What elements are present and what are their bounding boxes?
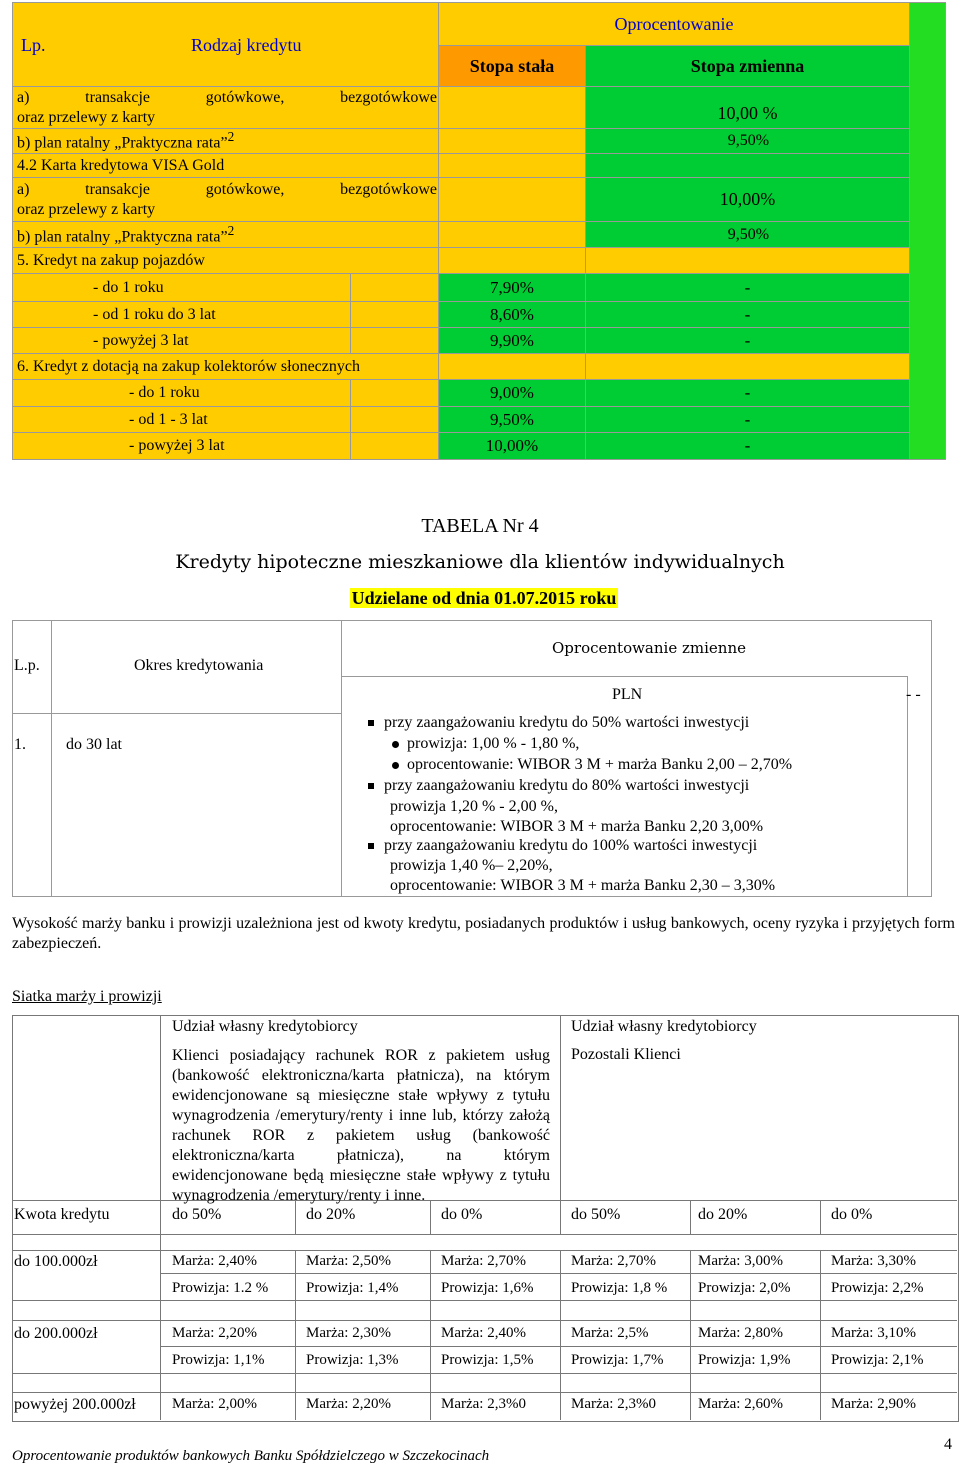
prowizja-cell: Prowizja: 1,9% [698,1352,791,1368]
row-5-2: - od 1 roku do 3 lat 8,60% - [13,302,946,328]
col2-description: Pozostali Klienci [571,1046,681,1063]
row-4-2b: b) plan ratalny „Praktyczna rata”$^2$ [13,222,439,248]
row-5: 5. Kredyt na zakup pojazdów [13,248,439,274]
prowizja-cell: Prowizja: 2,0% [698,1280,791,1296]
table-4-date: Udzielane od dnia 01.07.2015 roku [351,588,617,608]
margin-note: Wysokość marży banku i prowizji uzależniona jest od kwoty kredytu, posiadanych produktów i usług bankowych, oceny ryzyka i przyjętych form zabezpieczeń. [12,915,955,952]
hdr-stala: Stopa stała [439,46,586,87]
udzial-2: do 0% [441,1206,483,1223]
hdr-lp: Lp. [21,35,46,55]
col1-header: Udział własny kredytobiorcy [172,1018,358,1035]
mortgage-hdr-okres: Okres kredytowania [134,657,264,674]
row-4-1b: b) plan ratalny „Praktyczna rata”$^2$ [13,129,439,154]
marza-cell: Marża: 2,40% [441,1325,526,1341]
mortgage-bullet-100: przy zaangażowaniu kredytu do 100% wartości inwestycji [368,837,757,855]
table-4-title: TABELA Nr 4 [421,515,539,537]
row-6-1: - do 1 roku 9,00% - [13,380,946,407]
round-bullet-icon [392,762,399,769]
marza-cell: Marża: 2,50% [306,1253,391,1269]
row-4-2b-value: 9,50% [586,222,910,248]
square-bullet-icon [368,720,374,726]
mortgage-dashes: - - [906,686,921,703]
prowizja-cell: Prowizja: 1,4% [306,1280,399,1296]
mortgage-bullet-80: przy zaangażowaniu kredytu do 80% wartości inwestycji [368,777,749,795]
mortgage-80-oproc: oprocentowanie: WIBOR 3 M + marża Banku 2,20 3,00% [390,818,764,835]
mortgage-50-oproc: oprocentowanie: WIBOR 3 M + marża Banku 2,00 – 2,70% [392,756,792,774]
square-bullet-icon [368,843,374,849]
marza-cell: Marża: 2,70% [441,1253,526,1269]
mortgage-80-prowizja: prowizja 1,20 % - 2,00 %, [390,798,558,815]
row-4-2a-value: 10,00% [586,178,910,222]
table-4-subtitle: Kredyty hipoteczne mieszkaniowe dla klientów indywidualnych [175,551,785,573]
round-bullet-icon [392,741,399,748]
marza-cell: Marża: 2,20% [306,1396,391,1412]
prowizja-cell: Prowizja: 1,1% [172,1352,265,1368]
prowizja-cell: Prowizja: 1,7% [571,1352,664,1368]
prowizja-cell: Prowizja: 1,5% [441,1352,534,1368]
row-4-1a: a) transakcje gotówkowe, bezgotówkowe oraz przelewy z karty [13,87,439,129]
mortgage-row-okres: do 30 lat [66,736,122,753]
marza-cell: Marża: 3,10% [831,1325,916,1341]
marza-cell: Marża: 2,20% [172,1325,257,1341]
udzial-4: do 20% [698,1206,748,1223]
square-bullet-icon [368,783,374,789]
udzial-1: do 20% [306,1206,356,1223]
prowizja-cell: Prowizja: 1,8 % [571,1280,668,1296]
siatka-title: Siatka marży i prowizji [12,988,162,1005]
mortgage-hdr-oproc: Oprocentowanie zmienne [552,639,746,657]
prowizja-cell: Prowizja: 1,6% [441,1280,534,1296]
marza-cell: Marża: 3,00% [698,1253,783,1269]
marza-cell: Marża: 2,3%0 [571,1396,656,1412]
hdr-oprocentowanie: Oprocentowanie [439,3,910,46]
row-6-3: - powyżej 3 lat 10,00% - [13,433,946,460]
prowizja-cell: Prowizja: 1.2 % [172,1280,269,1296]
udzial-3: do 50% [571,1206,621,1223]
marza-cell: Marża: 2,40% [172,1253,257,1269]
kwota-label: Kwota kredytu [14,1206,110,1223]
row-label-200k: do 200.000zł [14,1325,98,1342]
udzial-0: do 50% [172,1206,222,1223]
udzial-5: do 0% [831,1206,873,1223]
marza-cell: Marża: 3,30% [831,1253,916,1269]
row-4-2: 4.2 Karta kredytowa VISA Gold [13,154,439,178]
rates-header-type [13,3,439,87]
marza-cell: Marża: 2,5% [571,1325,649,1341]
mortgage-50-prowizja: prowizja: 1,00 % - 1,80 %, [392,735,579,753]
mortgage-pln: PLN [612,686,643,703]
mortgage-hdr-lp: L.p. [14,657,40,674]
row-5-1: - do 1 roku 7,90% - [13,274,946,302]
rates-table [12,2,946,460]
marza-cell: Marża: 2,80% [698,1325,783,1341]
mortgage-bullet-50: przy zaangażowaniu kredytu do 50% wartości inwestycji [368,714,749,732]
footer-text: Oprocentowanie produktów bankowych Banku Spółdzielczego w Szczekocinach [12,1448,490,1464]
marza-cell: Marża: 2,90% [831,1396,916,1412]
prowizja-cell: Prowizja: 2,2% [831,1280,924,1296]
marza-cell: Marża: 2,3%0 [441,1396,526,1412]
marza-cell: Marża: 2,60% [698,1396,783,1412]
row-4-1b-value: 9,50% [586,129,910,154]
row-label-100k: do 100.000zł [14,1253,98,1270]
page-number: 4 [944,1436,952,1453]
marza-cell: Marża: 2,30% [306,1325,391,1341]
marza-cell: Marża: 2,70% [571,1253,656,1269]
hdr-zmienna: Stopa zmienna [586,46,910,87]
col1-description: Klienci posiadający rachunek ROR z pakietem usług (bankowość elektroniczna/karta płatnicza), na którym ewidencjonowane są miesięczne stałe wpływy z tytułu wynagrodzenia /emerytury/renty i inne lub, którzy założą rachunek ROR z pakietem usług (bankowość elektroniczna/karta płatnicza), na którym ewidencjonowane będą miesięczne stałe wpływy z tytułu wynagrodzenia /emerytury/renty i inne. [172,1047,550,1204]
row-6: 6. Kredyt z dotacją na zakup kolektorów słonecznych [13,354,439,380]
mortgage-100-prowizja: prowizja 1,40 %– 2,20%, [390,857,553,874]
mortgage-row-num: 1. [14,736,26,753]
row-6-2: - od 1 - 3 lat 9,50% - [13,407,946,433]
marza-cell: Marża: 2,00% [172,1396,257,1412]
prowizja-cell: Prowizja: 2,1% [831,1352,924,1368]
mortgage-100-oproc: oprocentowanie: WIBOR 3 M + marża Banku 2,30 – 3,30% [390,877,776,894]
hdr-rodzaj: Rodzaj kredytu [191,35,302,55]
prowizja-cell: Prowizja: 1,3% [306,1352,399,1368]
col2-header: Udział własny kredytobiorcy [571,1018,757,1035]
row-4-2a: a) transakcje gotówkowe, bezgotówkowe oraz przelewy z karty [13,178,439,222]
row-label-above-200k: powyżej 200.000zł [14,1396,136,1413]
row-4-1a-value: 10,00 % [586,87,910,129]
row-5-3: - powyżej 3 lat 9,90% - [13,328,946,354]
